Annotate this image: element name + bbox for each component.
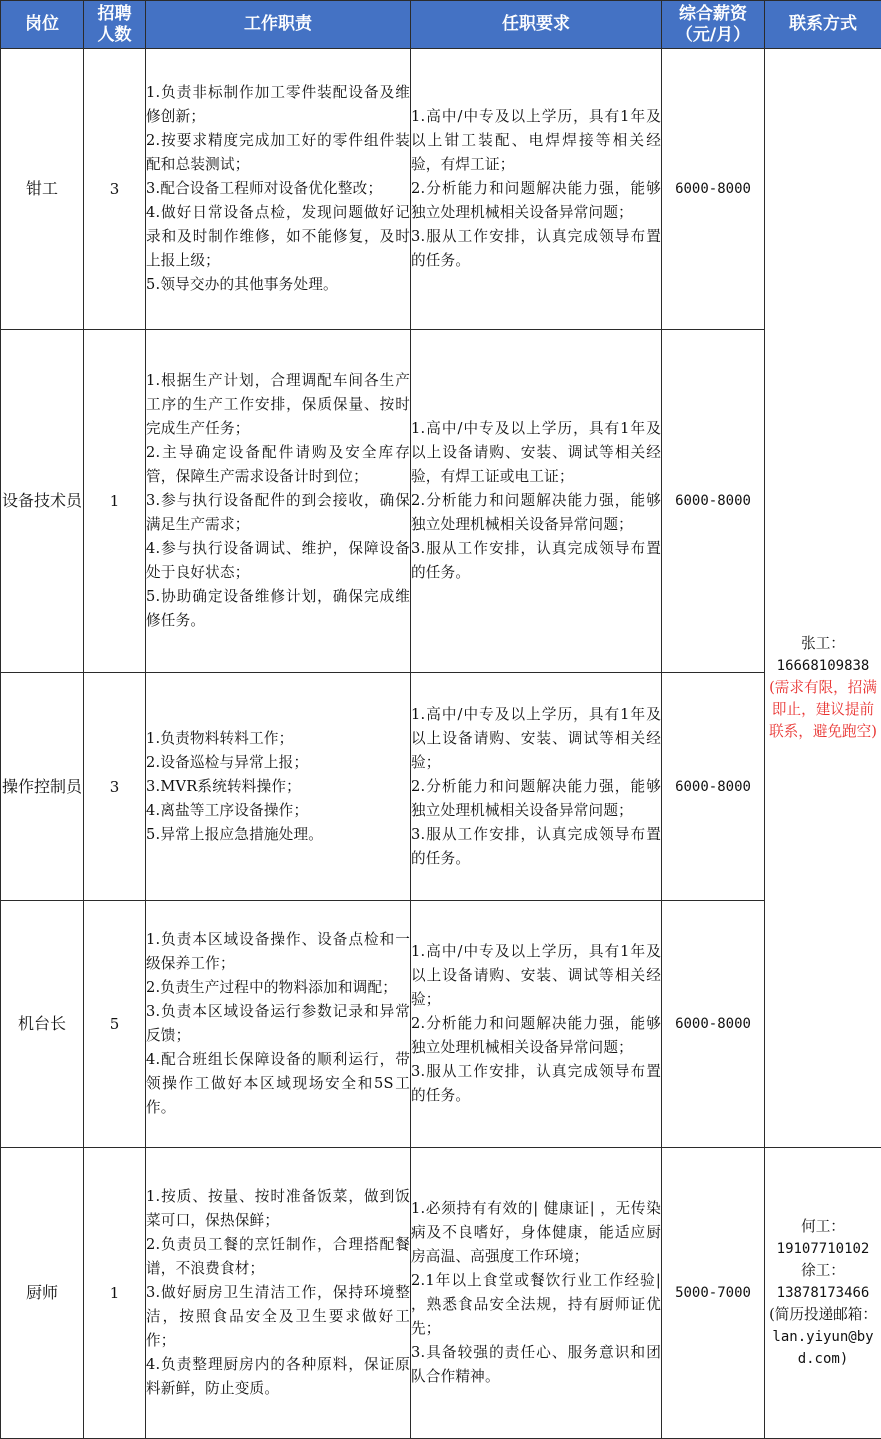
duty-item: 4.负责整理厨房内的各种原料，保证原料新鲜，防止变质。 [146,1353,410,1401]
contact-phone: 19107710102 [765,1238,881,1260]
requirements-cell [411,901,662,1148]
salary-cell: 5000-7000 [662,1148,765,1439]
header-salary: 综合薪资 （元/月） [662,1,765,49]
duty-item: 3.参与执行设备配件的到会接收，确保满足生产需求； [146,489,410,537]
count-cell: 1 [84,1148,146,1439]
salary-cell: 6000-8000 [662,330,765,673]
header-contact: 联系方式 [765,1,881,49]
count-cell: 1 [84,330,146,673]
duty-item: 1.负责非标制作加工零件装配设备及维修创新； [146,81,410,129]
requirement-item: 1.高中/中专及以上学历，具有1年及以上设备请购、安装、调试等相关经验，有焊工证或电工证； [411,417,661,489]
requirements-cell [411,1148,662,1439]
contact-cell-chef [765,1148,881,1439]
table-row [1,1148,881,1439]
duty-item: 2.主导确定设备配件请购及安全库存管，保障生产需求设备计时到位； [146,441,410,489]
duty-item: 1.负责物料转料工作； [146,727,410,751]
duty-item: 5.领导交办的其他事务处理。 [146,273,410,297]
duty-item: 3.MVR系统转料操作； [146,775,410,799]
duty-item: 2.按要求精度完成加工好的零件组件装配和总装测试； [146,129,410,177]
header-requirements: 任职要求 [411,1,662,49]
position-cell: 厨师 [1,1148,84,1439]
header-row [1,1,881,49]
requirements-cell [411,330,662,673]
table-row [1,901,881,1148]
duty-item: 4.做好日常设备点检，发现问题做好记录和及时制作维修，如不能修复，及时上报上级； [146,201,410,273]
requirement-item: 2.1年以上食堂或餐饮行业工作经验| ，熟悉食品安全法规，持有厨师证优先； [411,1269,661,1341]
duty-item: 3.负责本区域设备运行参数记录和异常反馈； [146,1000,410,1048]
requirement-item: 3.服从工作安排，认真完成领导布置的任务。 [411,1060,661,1108]
requirement-item: 2.分析能力和问题解决能力强，能够独立处理机械相关设备异常问题； [411,177,661,225]
duties-cell [146,49,411,330]
contact-phone: 13878173466 [765,1282,881,1304]
contact-name: 张工： [765,633,881,655]
duty-item: 3.配合设备工程师对设备优化整改； [146,177,410,201]
header-count: 招聘 人数 [84,1,146,49]
requirement-item: 3.服从工作安排，认真完成领导布置的任务。 [411,225,661,273]
duty-item: 1.按质、按量、按时准备饭菜，做到饭菜可口，保热保鲜； [146,1185,410,1233]
duty-item: 3.做好厨房卫生清洁工作，保持环境整洁，按照食品安全及卫生要求做好工作； [146,1281,410,1353]
duties-cell [146,901,411,1148]
requirement-item: 1.高中/中专及以上学历，具有1年及以上钳工装配、电焊焊接等相关经验，有焊工证； [411,105,661,177]
contact-cell-primary [765,49,881,1148]
count-cell: 5 [84,901,146,1148]
duty-item: 2.负责生产过程中的物料添加和调配； [146,976,410,1000]
duties-cell [146,330,411,673]
requirement-item: 2.分析能力和问题解决能力强，能够独立处理机械相关设备异常问题； [411,489,661,537]
position-cell: 机台长 [1,901,84,1148]
count-cell: 3 [84,49,146,330]
duty-item: 4.离盐等工序设备操作； [146,799,410,823]
table-row [1,330,881,673]
duty-item: 5.协助确定设备维修计划，确保完成维修任务。 [146,585,410,633]
contact-name: 何工： [765,1216,881,1238]
requirement-item: 2.分析能力和问题解决能力强，能够独立处理机械相关设备异常问题； [411,1012,661,1060]
duty-item: 4.配合班组长保障设备的顺利运行，带领操作工做好本区域现场安全和5S工作。 [146,1048,410,1120]
requirement-item: 3.服从工作安排，认真完成领导布置的任务。 [411,823,661,871]
count-cell: 3 [84,673,146,901]
requirement-item: 3.具备较强的责任心、服务意识和团队合作精神。 [411,1341,661,1389]
position-cell: 钳工 [1,49,84,330]
header-duties: 工作职责 [146,1,411,49]
table-row [1,673,881,901]
duties-cell [146,1148,411,1439]
duty-item: 1.负责本区域设备操作、设备点检和一级保养工作； [146,928,410,976]
contact-note: (需求有限，招满即止，建议提前联系，避免跑空) [765,677,881,743]
requirement-item: 1.必须持有有效的| 健康证| ，无传染病及不良嗜好，身体健康，能适应厨房高温、高强度工作环境； [411,1197,661,1269]
requirement-item: 3.服从工作安排，认真完成领导布置的任务。 [411,537,661,585]
salary-cell: 6000-8000 [662,901,765,1148]
duty-item: 2.负责员工餐的烹饪制作，合理搭配餐谱，不浪费食材； [146,1233,410,1281]
email-address: lan.yiyun@byd.com) [765,1326,881,1370]
requirements-cell [411,49,662,330]
requirement-item: 1.高中/中专及以上学历，具有1年及以上设备请购、安装、调试等相关经验； [411,940,661,1012]
duties-cell [146,673,411,901]
duty-item: 1.根据生产计划，合理调配车间各生产工序的生产工作安排，保质保量、按时完成生产任务； [146,369,410,441]
requirement-item: 2.分析能力和问题解决能力强，能够独立处理机械相关设备异常问题； [411,775,661,823]
contact-phone: 16668109838 [765,655,881,677]
salary-cell: 6000-8000 [662,673,765,901]
header-position: 岗位 [1,1,84,49]
position-cell: 操作控制员 [1,673,84,901]
email-label: (简历投递邮箱： [765,1304,881,1326]
table-row [1,49,881,330]
salary-cell: 6000-8000 [662,49,765,330]
duty-item: 4.参与执行设备调试、维护，保障设备处于良好状态； [146,537,410,585]
requirement-item: 1.高中/中专及以上学历，具有1年及以上设备请购、安装、调试等相关经验； [411,703,661,775]
position-cell: 设备技术员 [1,330,84,673]
duty-item: 5.异常上报应急措施处理。 [146,823,410,847]
duty-item: 2.设备巡检与异常上报； [146,751,410,775]
requirements-cell [411,673,662,901]
contact-name: 徐工： [765,1260,881,1282]
